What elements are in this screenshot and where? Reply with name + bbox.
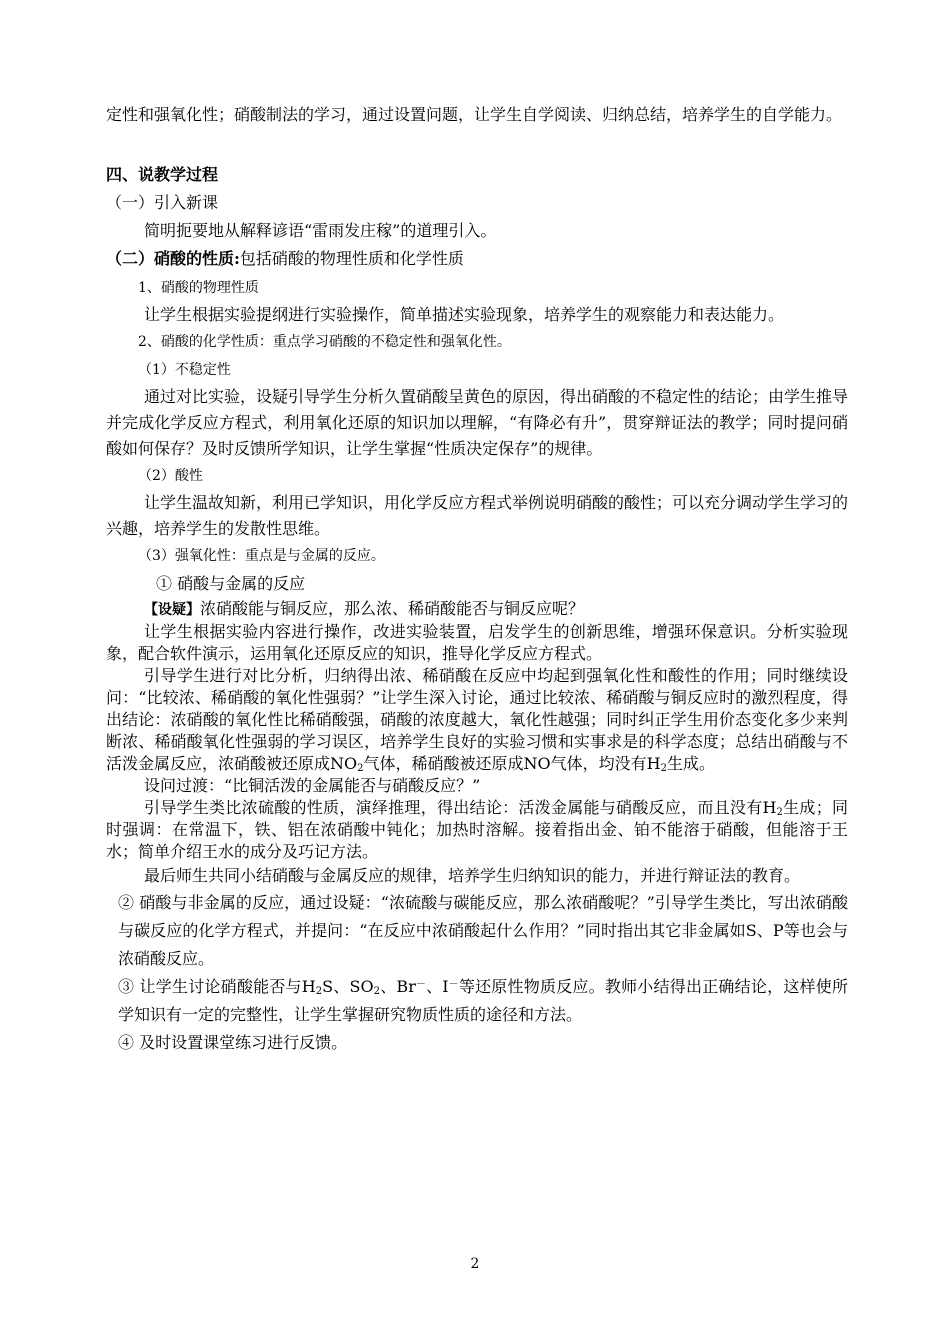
item-reducing-substances: ③ 让学生讨论硝酸能否与$H_2S$、$SO_2$、Br－、I－等还原性物质反应。教师小结得出正确结论，这样使所学知识有一定的完整性，让学生掌握研究物质性质的途径和方法。: [118, 977, 848, 1024]
section-heading-teaching-process: 四、说教学过程: [106, 165, 219, 184]
subsection-heading-properties-rest: 包括硝酸的物理性质和化学性质: [239, 249, 464, 268]
item-instability: （1）不稳定性: [138, 362, 231, 378]
item-nonmetal-reaction: ② 硝酸与非金属的反应，通过设疑：“浓硫酸与碳能反应，那么浓硝酸呢？”引导学生类比，写出浓硝酸与碳反应的化学方程式，并提问：“在反应中浓硝酸起什么作用？”同时指出其它非金属如S、P等也会与浓硝酸反应。: [118, 893, 848, 968]
paragraph-acidity: 让学生温故知新，利用已学知识，用化学反应方程式举例说明硝酸的酸性；可以充分调动学生学习的兴趣，培养学生的发散性思维。: [106, 493, 849, 538]
paragraph-transition: 设问过渡：“比铜活泼的金属能否与硝酸反应？”: [144, 776, 481, 795]
item-metal-reaction: ① 硝酸与金属的反应: [156, 574, 306, 593]
subsection-heading-intro: （一）引入新课: [106, 193, 219, 212]
paragraph-comparison: 引导学生进行对比分析，归纳得出浓、稀硝酸在反应中均起到强氧化性和酸性的作用；同时继续设问：“比较浓、稀硝酸的氧化性强弱？”让学生深入讨论，通过比较浓、稀硝酸与铜反应时的激烈程度，得出结论：浓硝酸的氧化性比稀硝酸强，硝酸的浓度越大，氧化性越强；同时纠正学生用价态变化多少来判断浓、稀硝酸氧化性强弱的学习误区，培养学生良好的实验习惯和实事求是的科学态度；总结出硝酸与不活泼金属反应，浓硝酸被还原成$NO_2$气体，稀硝酸被还原成NO气体，均没有$H_2$生成。: [106, 666, 848, 774]
paragraph-experiment: 让学生根据实验内容进行操作，改进实验装置，启发学生的创新思维，增强环保意识。分析实验现象，配合软件演示，运用氧化还原反应的知识，推导化学反应方程式。: [106, 622, 848, 663]
subsection-heading-properties-bold: （二）硝酸的性质:: [106, 249, 240, 268]
paragraph-instability: 通过对比实验，设疑引导学生分析久置硝酸呈黄色的原因，得出硝酸的不稳定性的结论；由学生推导并完成化学反应方程式，利用氧化还原的知识加以理解，“有降必有升”，贯穿辩证法的教学；同时提问硝酸如何保存？及时反馈所学知识，让学生掌握“性质决定保存”的规律。: [106, 387, 849, 458]
paragraph-physical-properties: 让学生根据实验提纲进行实验操作，简单描述实验现象，培养学生的观察能力和表达能力。: [144, 305, 785, 324]
paragraph-summary: 最后师生共同小结硝酸与金属反应的规律，培养学生归纳知识的能力，并进行辩证法的教育。: [144, 866, 801, 885]
page-content: [106, 102, 848, 1057]
item-oxidizing: （3）强氧化性：重点是与金属的反应。: [138, 548, 385, 564]
paragraph-intro: 简明扼要地从解释谚语“雷雨发庄稼”的道理引入。: [144, 221, 497, 240]
subsection-heading-properties: [106, 244, 848, 274]
paragraph-question: [106, 598, 848, 621]
paragraph-continued: 定性和强氧化性；硝酸制法的学习，通过设置问题，让学生自学阅读、归纳总结，培养学生的自学能力。: [106, 105, 843, 124]
question-tag: 【设疑】: [144, 602, 200, 618]
item-acidity: （2）酸性: [138, 468, 203, 484]
item-physical-properties: 1、硝酸的物理性质: [138, 280, 259, 296]
item-practice: ④ 及时设置课堂练习进行反馈。: [118, 1033, 348, 1052]
paragraph-active-metals: 引导学生类比浓硫酸的性质，演绎推理，得出结论：活泼金属能与硝酸反应，而且没有$H_2$生成；同时强调：在常温下，铁、铝在浓硝酸中钝化；加热时溶解。接着指出金、铂不能溶于硝酸，但能溶于王水；简单介绍王水的成分及巧记方法。: [106, 798, 848, 861]
item-chemical-properties: 2、硝酸的化学性质：重点学习硝酸的不稳定性和强氧化性。: [138, 334, 511, 350]
page-number: 2: [470, 1256, 480, 1272]
question-text: 浓硝酸能与铜反应，那么浓、稀硝酸能否与铜反应呢？: [200, 599, 585, 618]
